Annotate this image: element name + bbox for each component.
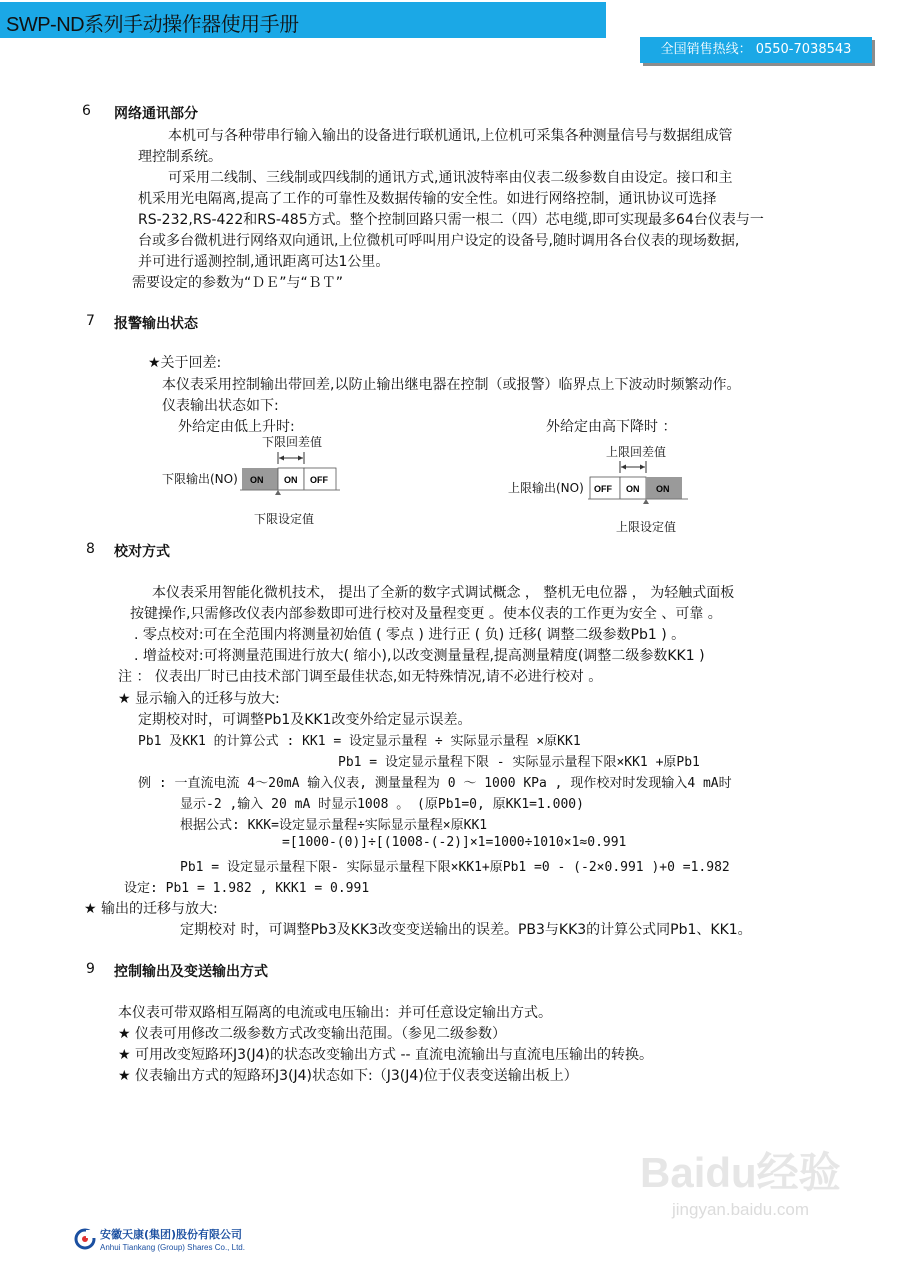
s8-line-17: 定期校对 时，可调整Pb3及KK3改变变送输出的误差。PB3与KK3的计算公式同Pb1、KK1。 xyxy=(180,922,752,938)
s6-line-7: 并可进行遥测控制,通讯距离可达1公里。 xyxy=(138,254,390,270)
s6-line-3: 可采用二线制、三线制或四线制的通讯方式,通讯波特率由仪表二级参数自由设定。接口和主 xyxy=(168,170,733,186)
s8-line-1: 本仪表采用智能化微机技术， 提出了全新的数字式调试概念 ， 整机无电位器 ， 为轻触式面板 xyxy=(152,585,735,601)
s8-line-7: 定期校对时，可调整Pb1及KK1改变外给定显示误差。 xyxy=(138,712,472,728)
footer-company-en: Anhui Tiankang (Group) Shares Co., Ltd. xyxy=(100,1243,245,1252)
watermark-brand: Baidu经验 xyxy=(640,1149,841,1196)
s6-line-1: 本机可与各种带串行输入输出的设备进行联机通讯,上位机可采集各种测量信号与数据组成管 xyxy=(168,128,733,144)
section-6-title: 网络通讯部分 xyxy=(114,106,198,122)
s8-star-output: ★ 输出的迁移与放大: xyxy=(84,901,218,917)
right-diagram-bottom-label: 上限设定值 xyxy=(616,520,677,534)
s6-line-4: 机采用光电隔离,提高了工作的可靠性及数据传输的安全性。如进行网络控制，通讯协议可选择 xyxy=(138,191,717,207)
section-9-number: 9 xyxy=(86,961,95,977)
left-diagram-side-label: 下限输出(NO) xyxy=(162,472,238,486)
left-cell-3-text: OFF xyxy=(310,475,328,485)
s8-formula-pb1: Pb1 = 设定显示量程下限 - 实际显示量程下限×KK1 +原Pb1 xyxy=(338,755,700,770)
section-7-number: 7 xyxy=(86,313,95,329)
s8-star-display-input: ★ 显示输入的迁移与放大: xyxy=(118,691,280,707)
left-diagram-top-label: 下限回差值 xyxy=(262,435,323,449)
section-6-number: 6 xyxy=(82,103,91,119)
s9-line-2: ★ 仪表可用修改二级参数方式改变输出范围。（参见二级参数） xyxy=(118,1026,506,1042)
footer-company-cn: 安徽天康(集团)股份有限公司 xyxy=(100,1228,243,1241)
manual-title: SWP-ND系列手动操作器使用手册 xyxy=(6,14,299,36)
right-cell-2-text: ON xyxy=(626,484,640,494)
s7-star-hysteresis: ★关于回差: xyxy=(148,355,222,371)
left-cell-1-text: ON xyxy=(250,475,264,485)
s6-line-6: 台或多台微机进行网络双向通讯,上位微机可呼叫用户设定的设备号,随时调用各台仪表的现场数据, xyxy=(138,233,740,249)
s8-zero-calibration: . 零点校对:可在全范围内将测量初始值 ( 零点 ) 进行正 ( 负) 迁移( 调整二级参数Pb1 ) 。 xyxy=(134,627,686,643)
right-hysteresis-diagram xyxy=(588,459,688,509)
section-7-title: 报警输出状态 xyxy=(114,316,198,332)
s7-left-caption: 外给定由低上升时: xyxy=(178,419,295,435)
right-diagram-side-label: 上限输出(NO) xyxy=(508,481,584,495)
section-8-number: 8 xyxy=(86,541,95,557)
s8-gain-calibration: . 增益校对:可将测量范围进行放大( 缩小),以改变测量量程,提高测量精度(调整二级参数KK1 ) xyxy=(134,648,705,664)
section-9-title: 控制输出及变送输出方式 xyxy=(114,964,268,980)
header-bar xyxy=(0,2,606,38)
s6-line-5: RS-232,RS-422和RS-485方式。整个控制回路只需一根二（四）芯电缆,即可实现最多64台仪表与一 xyxy=(138,212,764,228)
left-cell-2-text: ON xyxy=(284,475,298,485)
right-cell-3-text: ON xyxy=(656,484,670,494)
s8-settings: 设定: Pb1 = 1.982 , KKK1 = 0.991 xyxy=(124,881,370,896)
right-cell-1-text: OFF xyxy=(594,484,612,494)
s8-line-2: 按键操作,只需修改仪表内部参数即可进行校对及量程变更 。使本仪表的工作更为安全 、可靠 。 xyxy=(130,606,722,622)
right-diagram-top-label: 上限回差值 xyxy=(606,445,667,459)
s8-example-line-1: 例 : 一直流电流 4～20mA 输入仪表, 测量量程为 0 ～ 1000 KPa , 现作校对时发现输入4 mA时 xyxy=(138,776,732,791)
s9-line-1: 本仪表可带双路相互隔离的电流或电压输出：并可任意设定输出方式。 xyxy=(118,1005,552,1021)
s8-example-line-3: 根据公式: KKK=设定显示量程÷实际显示量程×原KK1 xyxy=(180,818,488,833)
s6-line-8: 需要设定的参数为“ＤＥ”与“ＢＴ” xyxy=(132,275,344,291)
left-diagram-bottom-label: 下限设定值 xyxy=(254,512,315,526)
s8-example-line-5: Pb1 = 设定显示量程下限- 实际显示量程下限×KK1+原Pb1 =0 - (-2×0.991 )+0 =1.982 xyxy=(180,860,730,875)
section-8-title: 校对方式 xyxy=(114,544,170,560)
sales-hotline: 全国销售热线： 0550-7038543 xyxy=(640,37,872,63)
left-hysteresis-diagram xyxy=(240,450,340,500)
s8-formula-kk1: Pb1 及KK1 的计算公式 : KK1 = 设定显示量程 ÷ 实际显示量程 ×原KK1 xyxy=(138,734,581,749)
s6-line-2: 理控制系统。 xyxy=(138,149,222,165)
s8-example-line-2: 显示-2 ,输入 20 mA 时显示1008 。 (原Pb1=0, 原KK1=1.000) xyxy=(180,797,584,812)
s8-note: 注 ： 仪表出厂时已由技术部门调至最佳状态,如无特殊情况,请不必进行校对 。 xyxy=(118,669,603,685)
watermark-url: jingyan.baidu.com xyxy=(672,1200,810,1219)
s7-line-1: 本仪表采用控制输出带回差,以防止输出继电器在控制（或报警）临界点上下波动时频繁动作。 xyxy=(162,377,741,393)
s9-line-3: ★ 可用改变短路环J3(J4)的状态改变输出方式 -- 直流电流输出与直流电压输出的转换。 xyxy=(118,1047,653,1063)
s8-example-line-4: =[1000-(0)]÷[(1008-(-2)]×1=1000÷1010×1≈0.991 xyxy=(282,835,627,850)
company-logo-icon xyxy=(74,1228,96,1250)
s7-right-caption: 外给定由高下降时 ： xyxy=(546,419,677,435)
s9-line-4: ★ 仪表输出方式的短路环J3(J4)状态如下:（J3(J4)位于仪表变送输出板上） xyxy=(118,1068,578,1084)
s7-line-2: 仪表输出状态如下: xyxy=(162,398,279,414)
